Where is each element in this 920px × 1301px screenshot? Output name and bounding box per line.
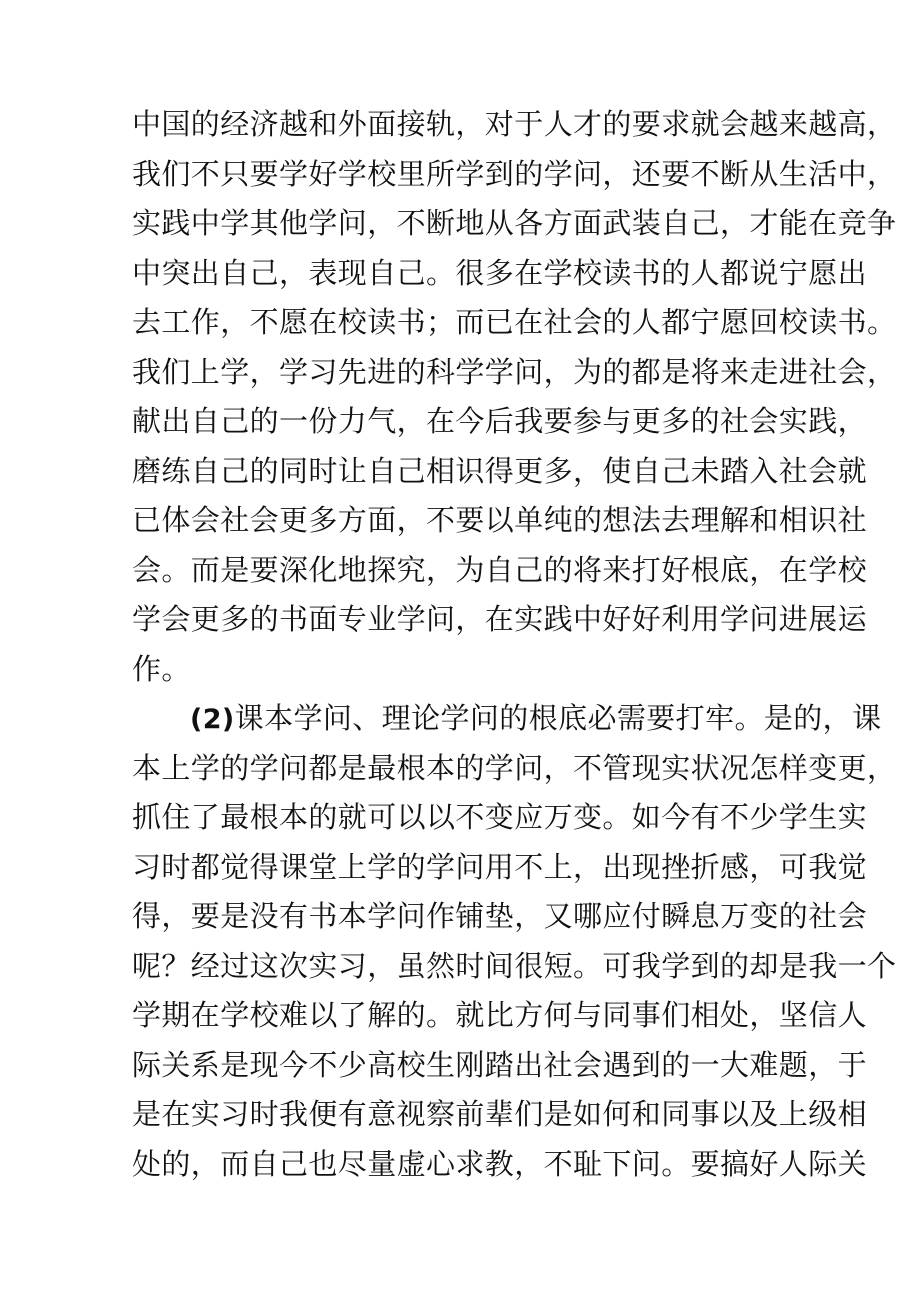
text-line: 我们上学，学习先进的科学学问，为的都是将来走进社会， — [132, 354, 897, 389]
text-line: 中突出自己，表现自己。很多在学校读书的人都说宁愿出 — [132, 255, 868, 290]
text-line: 处的，而自己也尽量虚心求教，不耻下问。要搞好人际关 — [132, 1146, 868, 1181]
paragraph-1 — [132, 100, 897, 694]
text-line: 习时都觉得课堂上学的学问用不上，出现挫折感，可我觉 — [132, 849, 868, 884]
text-line: 学期在学校难以了解的。就比方何与同事们相处，坚信人 — [132, 998, 868, 1032]
text-line-first — [132, 694, 882, 744]
item-number-label: (2) — [190, 704, 235, 735]
paragraph-2 — [132, 694, 897, 1189]
text-line: 学会更多的书面专业学问，在实践中好好利用学问进展运 — [132, 602, 868, 636]
text-line: 去工作，不愿在校读书；而已在社会的人都宁愿回校读书。 — [132, 305, 897, 339]
text-line: 本上学的学问都是最根本的学问，不管现实状况怎样变更， — [132, 750, 897, 785]
text-line: 献出自己的一份力气，在今后我要参与更多的社会实践， — [132, 404, 868, 438]
text-line: 呢？经过这次实习，虽然时间很短。可我学到的却是我一个 — [132, 948, 897, 983]
text-line: 磨练自己的同时让自己相识得更多，使自己未踏入社会就 — [132, 453, 868, 488]
text-line: 实践中学其他学问，不断地从各方面武装自己，才能在竞争 — [132, 206, 897, 240]
text-line: 我们不只要学好学校里所学到的学问，还要不断从生活中， — [132, 156, 897, 191]
text-line: 作。 — [132, 651, 191, 686]
text-line: 际关系是现今不少高校生刚踏出社会遇到的一大难题，于 — [132, 1047, 868, 1082]
text-line: 会。而是要深化地探究，为自己的将来打好根底，在学校 — [132, 552, 868, 587]
body-text — [132, 100, 897, 1189]
text-line: 中国的经济越和外面接轨，对于人才的要求就会越来越高， — [132, 107, 897, 141]
text-line: 抓住了最根本的就可以以不变应万变。如今有不少学生实 — [132, 800, 868, 834]
text-line-rest: 课本学问、理论学问的根底必需要打牢。是的，课 — [234, 701, 882, 735]
text-line: 得，要是没有书本学问作铺垫，又哪应付瞬息万变的社会 — [132, 899, 868, 933]
text-line: 已体会社会更多方面，不要以单纯的想法去理解和相识社 — [132, 503, 868, 537]
text-line: 是在实习时我便有意视察前辈们是如何和同事以及上级相 — [132, 1097, 868, 1131]
